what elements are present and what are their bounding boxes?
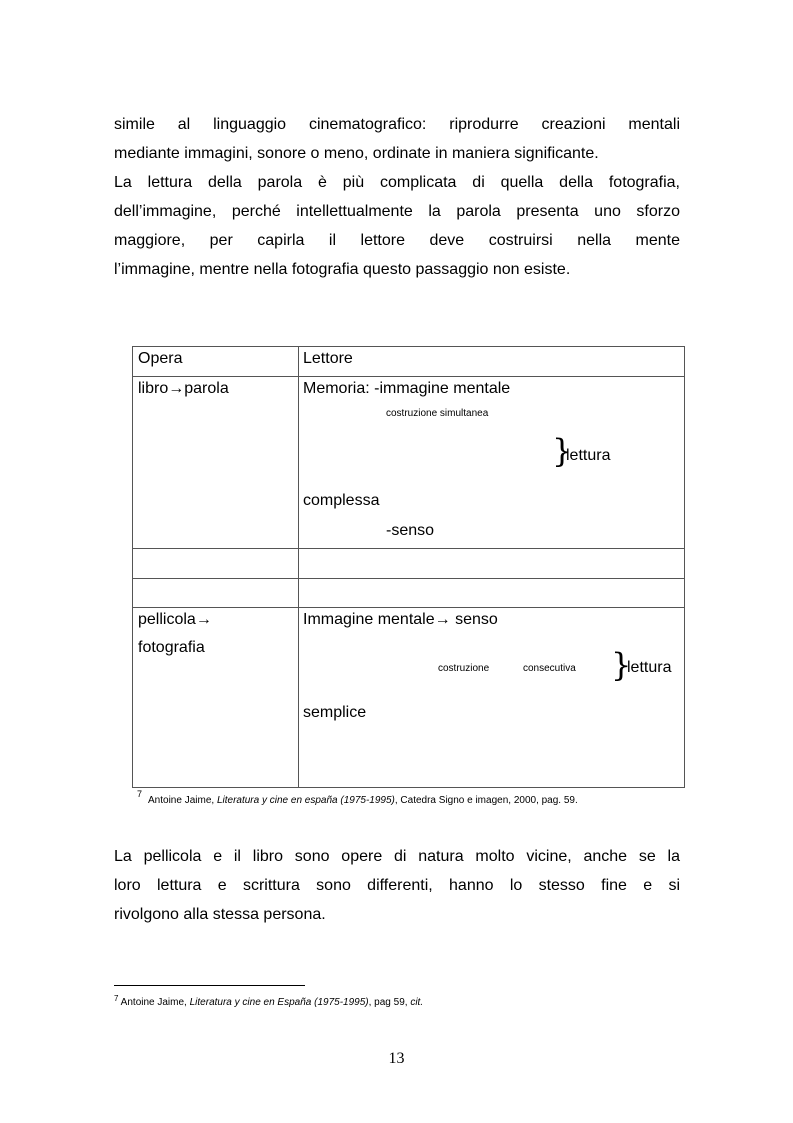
reading-comparison-table [132, 346, 685, 788]
text-line: maggiore, per capirla il lettore deve costruirsi nella mente [114, 232, 680, 249]
table-row-divider [133, 376, 684, 377]
lettura-label: lettura [566, 447, 611, 464]
table-row-divider [133, 548, 684, 549]
table-caption [137, 789, 578, 806]
text-line: loro lettura e scrittura sono differenti, hanno lo stesso fine e si [114, 877, 680, 894]
opera-fotografia: fotografia [138, 639, 205, 656]
body-paragraph-2 [114, 842, 680, 929]
table-row-divider [133, 578, 684, 579]
opera-libro-parola: libro→parola [138, 380, 229, 397]
opera-pellicola: pellicola→ [138, 611, 212, 628]
lettura-label: lettura [627, 659, 672, 676]
footnote-cit: cit. [410, 997, 424, 1008]
caption-rest: , Catedra Signo e imagen, 2000, pag. 59. [394, 795, 578, 806]
footnote [114, 994, 423, 1008]
page-number: 13 [388, 1050, 405, 1067]
memoria-text: Memoria: -immagine mentale [303, 380, 511, 397]
text-line: dell’immagine, perché intellettualmente la parola presenta uno sforzo [114, 203, 680, 220]
header-opera: Opera [138, 350, 183, 367]
text-line: La lettura della parola è più complicata di quella della fotografia, [114, 174, 680, 191]
footnote-author: Antoine Jaime, [118, 997, 190, 1008]
footnote-ref: 7 [114, 994, 119, 1003]
senso-text: -senso [386, 522, 435, 539]
brace-icon: } [552, 432, 573, 470]
caption-ref: 7 [137, 789, 143, 799]
text-line: simile al linguaggio cinematografico: riprodurre creazioni mentali [114, 116, 680, 133]
footnote-rest: , pag 59, [368, 997, 411, 1008]
header-lettore: Lettore [303, 350, 353, 367]
costruzione-simultanea-label: costruzione simultanea [386, 408, 489, 419]
caption-title: Literatura y cine en españa (1975-1995) [216, 795, 395, 806]
table-row-divider [133, 607, 684, 608]
immagine-mentale-text: Immagine mentale→ senso [303, 611, 498, 628]
table-column-divider [298, 347, 299, 787]
body-paragraph-1 [114, 110, 680, 284]
semplice-text: semplice [303, 704, 367, 721]
consecutiva-label: consecutiva [523, 663, 576, 674]
complessa-text: complessa [303, 492, 380, 509]
text-line: l’immagine, mentre nella fotografia questo passaggio non esiste. [114, 261, 571, 278]
footnote-title: Literatura y cine en España (1975-1995) [189, 997, 369, 1008]
footnote-separator [114, 985, 305, 986]
text-line: rivolgono alla stessa persona. [114, 906, 326, 923]
brace-icon: } [611, 646, 632, 684]
caption-author: Antoine Jaime, [148, 795, 217, 806]
text-line: La pellicola e il libro sono opere di natura molto vicine, anche se la [114, 848, 680, 865]
costruzione-label: costruzione [438, 663, 490, 674]
text-line: mediante immagini, sonore o meno, ordinate in maniera significante. [114, 145, 599, 162]
